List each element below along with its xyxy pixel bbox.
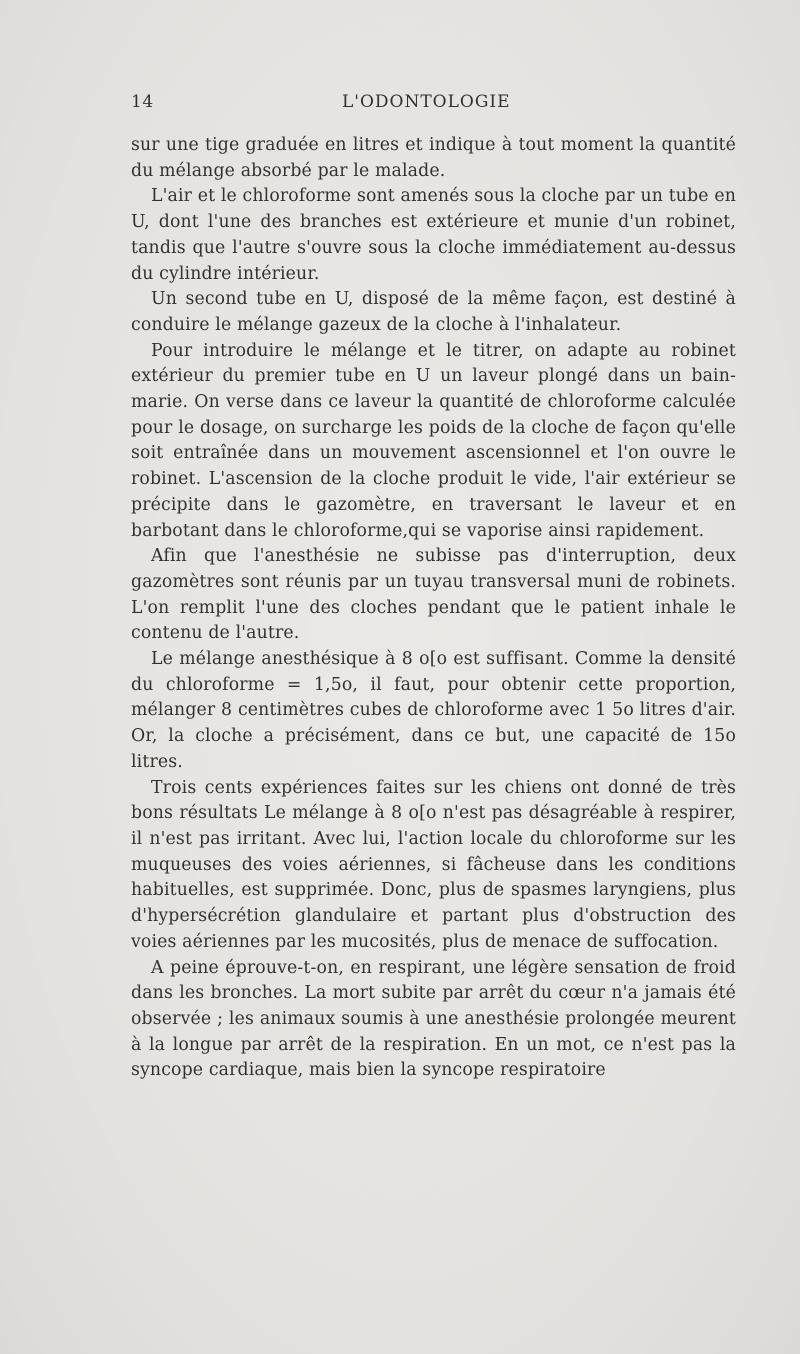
paragraph-8: A peine éprouve-t-on, en respirant, une légère sensation de froid dans les bronches. La mort subite par arrêt du cœur n'a jamais été observée ; les animaux soumis à une anesthésie prolongée meurent à la longue par arrêt de la respiration. En un mot, ce n'est pas la syncope cardiaque, mais bien la syncope respiratoire [131, 957, 736, 1081]
page-header [131, 92, 736, 116]
body-text [131, 133, 736, 1084]
paragraph-7: Trois cents expériences faites sur les chiens ont donné de très bons résultats Le mélange à 8 o[o n'est pas désagréable à respirer, il n'est pas irritant. Avec lui, l'action locale du chloroforme sur les muqueuses des voies aériennes, si fâcheuse dans les conditions habituelles, est supprimée. Donc, plus de spasmes laryngiens, plus d'hypersécrétion glandulaire et partant plus d'obstruction des voies aériennes par les mucosités, plus de menace de suffocation. [131, 777, 736, 952]
running-head: L'ODONTOLOGIE [342, 92, 511, 112]
paragraph-4: Pour introduire le mélange et le titrer, on adapte au robinet extérieur du premier tube en U un laveur plongé dans un bain-marie. On verse dans ce laveur la quantité de chloroforme calculée pour le dosage, on surcharge les poids de la cloche de façon qu'elle soit entraînée dans un mouvement ascensionnel et l'on ouvre le robinet. L'ascension de la cloche produit le vide, l'air extérieur se précipite dans le gazomètre, en traversant le laveur et en barbotant dans le chloroforme,qui se vaporise ainsi rapidement. [131, 340, 736, 541]
page-number: 14 [131, 92, 154, 112]
paragraph-6: Le mélange anesthésique à 8 o[o est suffisant. Comme la densité du chloroforme = 1,5o, il faut, pour obtenir cette proportion, mélanger 8 centimètres cubes de chloroforme avec 1 5o litres d'air. Or, la cloche a précisément, dans ce but, une capacité de 15o litres. [131, 649, 736, 772]
paragraph-3: Un second tube en U, disposé de la même façon, est destiné à conduire le mélange gazeux de la cloche à l'inhalateur. [131, 289, 736, 335]
paragraph-5: Afin que l'anesthésie ne subisse pas d'interruption, deux gazomètres sont réunis par un tuyau transversal muni de robinets. L'on remplit l'une des cloches pendant que le patient inhale le contenu de l'autre. [131, 546, 736, 644]
paragraph-1: sur une tige graduée en litres et indique à tout moment la quantité du mélange absorbé par le malade. [131, 135, 736, 181]
paragraph-2: L'air et le chloroforme sont amenés sous la cloche par un tube en U, dont l'une des branches est extérieure et munie d'un robinet, tandis que l'autre s'ouvre sous la cloche immédiatement au-dessus du cylindre intérieur. [131, 186, 736, 284]
